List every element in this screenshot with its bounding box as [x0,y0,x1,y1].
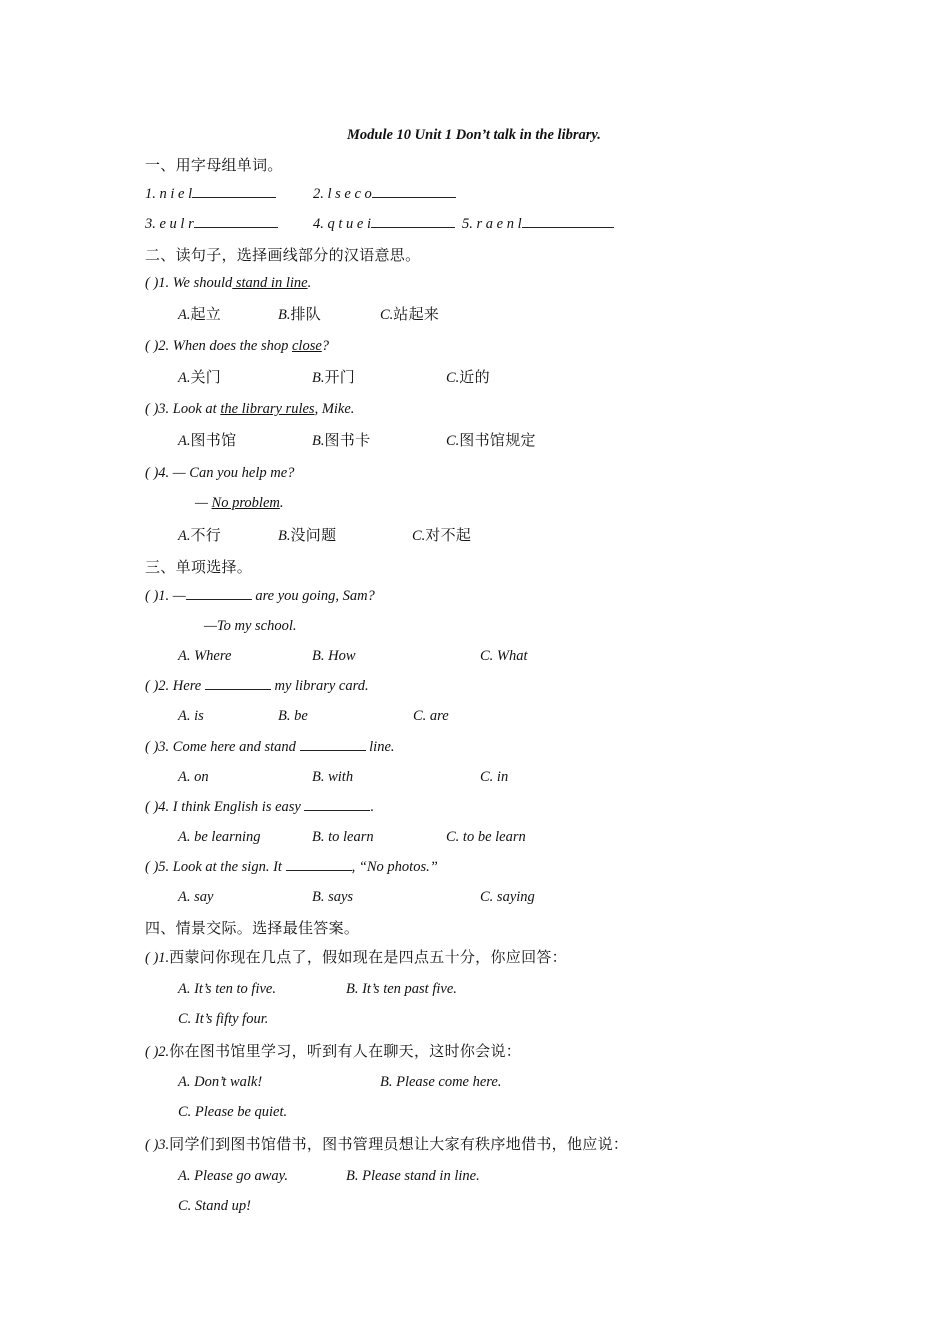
question-text: ( )3. Come here and stand [145,739,300,755]
option-letter: C. [446,433,460,449]
option-letter: B. [278,528,291,544]
s4-q2-option-b[interactable]: B. Please come here. [380,1074,502,1090]
s3-q3-option-a[interactable]: A. on [178,769,209,785]
s4-q2-option-c[interactable]: C. Please be quiet. [178,1104,288,1120]
answer-blank[interactable] [372,184,456,198]
s3-question-2 [145,676,369,696]
s2-q4-reply [195,493,284,513]
answer-blank[interactable] [300,737,366,751]
answer-blank[interactable] [522,214,614,228]
option-text: 关门 [190,368,222,386]
question-text: ( )3. Look at [145,401,221,417]
option-text: 开门 [324,368,356,386]
question-text: 西蒙问你现在几点了，假如现在是四点五十分，你应回答： [169,948,567,966]
s4-q3-option-c[interactable]: C. Stand up! [178,1198,251,1214]
option-text: 近的 [459,368,490,386]
option-letter: A. [178,433,191,449]
question-text: ( )5. Look at the sign. It [145,859,286,875]
option-letter: B. [312,370,325,386]
question-text-end: , “No photos.” [351,859,438,875]
question-text-end: , Mike. [314,401,355,417]
s4-q1-option-a[interactable]: A. It’s ten to five. [178,981,276,997]
s1-q5-letters: 5. r a e n l [462,216,522,232]
section-1-heading: 一、用字母组单词。 [145,156,283,174]
question-text-end: . [307,275,312,291]
s3-q1-reply: —To my school. [204,618,297,634]
s3-q4-option-b[interactable]: B. to learn [312,829,374,845]
s3-q5-option-b[interactable]: B. says [312,889,354,905]
s2-q2-option-c[interactable] [446,367,490,388]
option-letter: A. [178,307,191,323]
s2-question-3 [145,399,354,419]
s2-q1-option-a[interactable] [178,304,221,325]
s1-question-1 [145,184,276,204]
s3-q3-option-b[interactable]: B. with [312,769,354,785]
s2-q1-option-c[interactable] [380,304,439,325]
answer-blank[interactable] [205,676,271,690]
answer-blank[interactable] [192,184,276,198]
question-text-end: my library card. [270,678,369,694]
s2-q4-option-a[interactable] [178,525,221,546]
s3-question-5 [145,857,438,877]
answer-blank[interactable] [286,857,352,871]
s1-question-4 [313,214,455,234]
section-3-heading: 三、单项选择。 [145,558,253,576]
s2-q3-option-a[interactable] [178,430,236,451]
s4-q2-option-a[interactable]: A. Don’t walk! [178,1074,263,1090]
option-letter: C. [446,370,460,386]
s3-q5-option-c[interactable]: C. saying [480,889,535,905]
option-letter: A. [178,528,191,544]
s3-question-3 [145,737,395,757]
option-text: 起立 [190,305,222,323]
question-text: ( )4. I think English is easy [145,799,305,815]
underlined-phrase: stand in line [232,275,308,291]
s4-q1-option-b[interactable]: B. It’s ten past five. [346,981,457,997]
s2-q4-option-c[interactable] [412,525,471,546]
question-text: ( )2. Here [145,678,205,694]
s2-q4-option-b[interactable] [278,525,336,546]
s4-q1-option-c[interactable]: C. It’s fifty four. [178,1011,269,1027]
s3-q2-option-c[interactable]: C. are [413,708,449,724]
question-text-end: . [370,799,375,815]
s3-question-1 [145,586,375,606]
option-letter: B. [312,433,325,449]
underlined-phrase: No problem [211,495,280,511]
s3-q1-option-b[interactable]: B. How [312,648,356,664]
s2-question-2 [145,336,329,356]
option-text: 图书卡 [324,431,371,449]
s3-q1-option-c[interactable]: C. What [480,648,528,664]
s3-q2-option-a[interactable]: A. is [178,708,204,724]
answer-blank[interactable] [371,214,455,228]
s3-q4-option-a[interactable]: A. be learning [178,829,261,845]
s1-question-5 [462,214,614,234]
s1-question-3 [145,214,278,234]
question-number: ( )2. [145,1044,170,1060]
option-letter: C. [380,307,394,323]
s3-q1-option-a[interactable]: A. Where [178,648,232,664]
option-text: 站起来 [393,305,440,323]
s3-q3-option-c[interactable]: C. in [480,769,509,785]
option-text: 排队 [290,305,322,323]
question-text-end: line. [365,739,395,755]
s4-q3-option-a[interactable]: A. Please go away. [178,1168,288,1184]
s4-question-2 [145,1041,521,1062]
s1-question-2 [313,184,456,204]
s1-q1-letters: 1. n i e l [145,186,193,202]
question-text: ( )2. When does the shop [145,338,292,354]
question-text-end: . [279,495,284,511]
dash: — [195,495,212,511]
question-text-end: are you going, Sam? [251,588,375,604]
section-4-heading: 四、情景交际。选择最佳答案。 [145,919,360,937]
answer-blank[interactable] [186,586,252,600]
option-letter: B. [278,307,291,323]
question-number: ( )1. [145,950,170,966]
s2-q3-option-b[interactable] [312,430,370,451]
s4-q3-option-b[interactable]: B. Please stand in line. [346,1168,480,1184]
underlined-phrase: close [291,338,322,354]
s4-question-3 [145,1134,628,1155]
section-2-heading: 二、读句子，选择画线部分的汉语意思。 [145,246,421,264]
option-letter: C. [412,528,426,544]
s2-question-1 [145,273,311,293]
s3-question-4 [145,797,374,817]
s1-q4-letters: 4. q t u e i [313,216,371,232]
s2-q2-option-a[interactable] [178,367,221,388]
option-text: 对不起 [425,526,472,544]
s3-q5-option-a[interactable]: A. say [178,889,214,905]
question-text-end: ? [321,338,330,354]
s2-q1-option-b[interactable] [278,304,321,325]
option-text: 不行 [190,526,222,544]
page-title: Module 10 Unit 1 Don’t talk in the library. [347,127,601,143]
option-text: 图书馆规定 [459,431,536,449]
answer-blank[interactable] [304,797,370,811]
question-text: 同学们到图书馆借书，图书管理员想让大家有秩序地借书，他应说： [169,1135,629,1153]
s1-q3-letters: 3. e u l r [145,216,194,232]
s3-q4-option-c[interactable]: C. to be learn [446,829,526,845]
s4-question-1 [145,947,567,968]
question-text: 你在图书馆里学习，听到有人在聊天，这时你会说： [169,1042,522,1060]
option-text: 图书馆 [190,431,237,449]
s1-q2-letters: 2. l s e c o [313,186,372,202]
option-letter: A. [178,370,191,386]
answer-blank[interactable] [194,214,278,228]
s2-q3-option-c[interactable] [446,430,536,451]
question-text: ( )1. We should [145,275,233,291]
question-text: ( )1. — [145,588,186,604]
question-number: ( )3. [145,1137,170,1153]
underlined-phrase: the library rules [220,401,315,417]
option-text: 没问题 [290,526,337,544]
s2-question-4: ( )4. — Can you help me? [145,465,295,481]
s3-q2-option-b[interactable]: B. be [278,708,308,724]
s2-q2-option-b[interactable] [312,367,355,388]
